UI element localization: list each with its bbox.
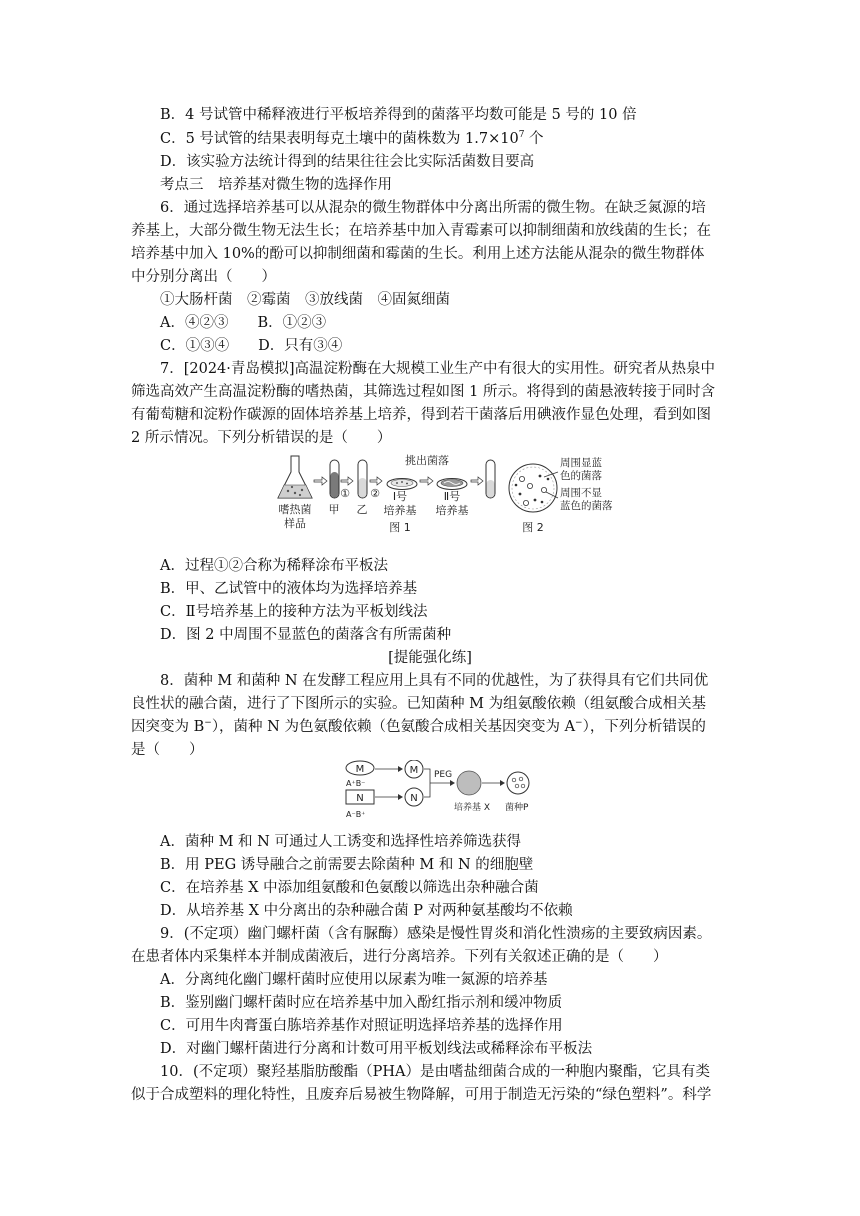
tube-a-label: 甲: [328, 503, 340, 516]
q9-option-c: C．可用牛肉膏蛋白胨培养基作对照证明选择培养基的选择作用: [160, 1018, 563, 1034]
q6-items: ①大肠杆菌 ②霉菌 ③放线菌 ④固氮细菌: [160, 292, 450, 308]
section-heading-3: 考点三 培养基对微生物的选择作用: [160, 177, 392, 193]
strain-m-protoplast: [405, 760, 423, 778]
q8-option-a: A．菌种 M 和 N 可通过人工诱变和选择性培养筛选获得: [160, 834, 521, 850]
q6-line-1: 6．通过选择培养基可以从混杂的微生物群体中分离出所需的微生物。在缺乏氮源的培: [160, 200, 706, 216]
q7-option-c: C．Ⅱ号培养基上的接种方法为平板划线法: [160, 604, 428, 620]
test-tube-b: [358, 460, 367, 498]
plate-2-label-1: Ⅱ号: [443, 490, 461, 503]
q10-line-1: 10．(不定项）聚羟基脂肪酸酯（PHA）是由嗜盐细菌合成的一种胞内聚酯，它具有类: [160, 1064, 710, 1080]
q9-option-a: A．分离纯化幽门螺杆菌时应使用以尿素为唯一氮源的培养基: [160, 972, 548, 988]
q7-line-1: 7．[2024·青岛模拟]高温淀粉酶在大规模工业生产中有很大的实用性。研究者从热泉中: [160, 361, 716, 377]
q6-options-cd: C．①③④ D．只有③④: [160, 338, 343, 354]
q8-line-1: 8．菌种 M 和菌种 N 在发酵工程应用上具有不同的优越性，为了获得具有它们共同优: [160, 673, 709, 689]
petri-dish-1: [387, 479, 417, 490]
q9-line-2: 在患者体内采集样本并制成菌液后，进行分离培养。下列有关叙述正确的是（ ）: [131, 949, 668, 965]
q8-line-3: 因突变为 B−），菌种 N 为色氨酸依赖（色氨酸合成相关基因突变为 A−），下列分析错误的: [131, 718, 706, 735]
petri-dish-2: [437, 479, 467, 490]
q10-line-2: 似于合成塑料的理化特性，且废弃后易被生物降解，可用于制造无污染的“绿色塑料”。科学: [131, 1087, 712, 1103]
q8-option-c: C．在培养基 X 中添加组氨酸和色氨酸以筛选出杂种融合菌: [160, 880, 539, 896]
q6-options-ab: A．④②③ B．①②③: [160, 315, 327, 331]
q7-line-4: 2 所示情况。下列分析错误的是（ ）: [131, 430, 392, 446]
strain-m-genotype: A⁺B⁻: [346, 779, 366, 788]
sample-label-2: 样品: [284, 517, 306, 530]
q5-option-d: D．该实验方法统计得到的结果往往会比实际活菌数目要高: [160, 154, 535, 170]
q9-option-d: D．对幽门螺杆菌进行分离和计数可用平板划线法或稀释涂布平板法: [160, 1041, 593, 1057]
svg-text:M: M: [355, 764, 365, 775]
sample-label-1: 嗜热菌: [278, 503, 312, 516]
flask-icon: [278, 456, 312, 498]
medium-x-plate: [457, 771, 481, 795]
q5-option-c: C．5 号试管的结果表明每克土壤中的菌株数为 $1.7\times 10^7$ 个: [160, 130, 544, 147]
plate-1-label-1: Ⅰ号: [392, 490, 408, 503]
q7-line-2: 筛选高效产生高温淀粉酶的嗜热菌，其筛选过程如图 1 所示。将得到的菌悬液转接于同时含: [131, 384, 715, 400]
q7-figure: [270, 452, 620, 538]
plate-1-label-2: 培养基: [383, 504, 417, 517]
q5-option-b: B．4 号试管中稀释液进行平板培养得到的菌落平均数可能是 5 号的 10 倍: [160, 107, 637, 123]
arrow-icon: [471, 477, 483, 485]
q7-option-b: B．甲、乙试管中的液体均为选择培养基: [160, 581, 418, 597]
arrow-icon: [341, 477, 353, 485]
q9-option-b: B．鉴别幽门螺杆菌时应在培养基中加入酚红指示剂和缓冲物质: [160, 995, 563, 1011]
step-1-label: ①: [340, 487, 350, 500]
q7-option-a: A．过程①②合称为稀释涂布平板法: [160, 558, 388, 574]
figure-1-caption: 图 1: [389, 521, 411, 534]
strain-n-genotype: A⁻B⁺: [346, 810, 366, 819]
arrow-icon: [370, 477, 382, 485]
blue-colony-label-2: 色的菌落: [560, 470, 602, 482]
arrow-icon: [420, 477, 433, 485]
test-tube-a: [330, 460, 339, 498]
q8-option-d: D．从培养基 X 中分离出的杂种融合菌 P 对两种氨基酸均不依赖: [160, 903, 573, 919]
plate-2-label-2: 培养基: [435, 504, 469, 517]
strain-p-label: 菌种P: [505, 803, 529, 813]
q6-line-2: 养基上，大部分微生物无法生长；在培养基中加入青霉素可以抑制细菌和放线菌的生长；在: [131, 223, 711, 239]
test-tube-c: [486, 460, 495, 498]
q7-line-3: 有葡萄糖和淀粉作碳源的固体培养基上培养，得到若干菌落后用碘液作显色处理，看到如图: [131, 407, 711, 423]
q9-line-1: 9．(不定项）幽门螺杆菌（含有脲酶）感染是慢性胃炎和消化性溃疡的主要致病因素。: [160, 926, 712, 942]
tube-b-label: 乙: [356, 503, 368, 516]
section-heading-extension: [提能强化练]: [388, 650, 472, 666]
figure-2-plate: [509, 464, 557, 512]
figure-2-caption: 图 2: [522, 521, 544, 534]
q7-option-d: D．图 2 中周围不显蓝色的菌落含有所需菌种: [160, 627, 452, 643]
svg-text:N: N: [356, 793, 364, 804]
noblue-colony-label-2: 蓝色的菌落: [560, 500, 613, 512]
q6-line-3: 培养基中加入 10%的酚可以抑制细菌和霉菌的生长。利用上述方法能从混杂的微生物群体: [131, 246, 705, 262]
medium-x-label: 培养基 X: [454, 803, 491, 813]
pick-colony-label: 挑出菌落: [405, 454, 449, 467]
q8-option-b: B．用 PEG 诱导融合之前需要去除菌种 M 和 N 的细胞壁: [160, 857, 534, 873]
svg-text:M: M: [409, 765, 419, 776]
arrow-icon: [314, 477, 327, 485]
q8-line-2: 良性状的融合菌，进行了下图所示的实验。已知菌种 M 为组氨酸依赖（组氨酸合成相关基: [131, 696, 707, 712]
blue-colony-label-1: 周围显蓝: [560, 457, 602, 469]
strain-m-cell: [346, 761, 374, 775]
step-2-label: ②: [370, 487, 380, 500]
q8-figure: [342, 760, 548, 824]
strain-n-protoplast: [405, 788, 423, 806]
strain-n-cell: [346, 790, 374, 804]
noblue-colony-label-1: 周围不显: [560, 487, 602, 499]
peg-label: PEG: [434, 770, 453, 780]
q6-line-4: 中分别分离出（ ）: [131, 269, 276, 285]
svg-text:N: N: [410, 793, 418, 804]
q8-line-4: 是（ ）: [131, 742, 204, 758]
strain-p-plate: [507, 772, 529, 794]
